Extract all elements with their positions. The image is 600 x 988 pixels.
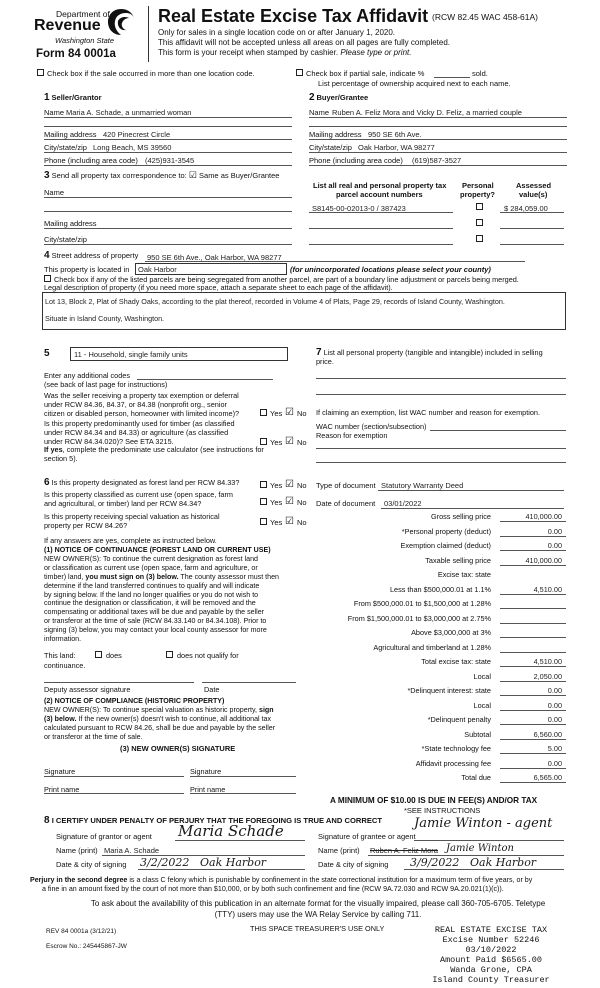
buyer-mailing[interactable]: 950 SE 6th Ave. (368, 130, 422, 139)
tax-row-label: Less than $500,000.01 at 1.1% (389, 585, 491, 594)
tax-row-field[interactable] (500, 739, 566, 740)
street-address[interactable]: 950 SE 6th Ave., Oak Harbor, WA 98277 (147, 253, 282, 262)
buyer-name-label: Name (309, 108, 330, 117)
deputy-signature-label: Deputy assessor signature (44, 685, 131, 694)
land-does-label: does (106, 651, 122, 660)
this-land-label: This land: (44, 651, 76, 660)
see-instructions-note: *SEE INSTRUCTIONS (404, 806, 481, 815)
seller-mailing-label: Mailing address (44, 130, 97, 139)
partial-sale-note: List percentage of ownership acquired next to each name. (318, 79, 511, 88)
tax-row-field[interactable] (500, 695, 566, 696)
grantor-name[interactable]: Maria A. Schade (104, 846, 160, 855)
alternate-format-notice: To ask about the availability of this publication in an alternate format for the visually impaired, please call 360-705-6705. Teletype (TTY) users may use the WA Relay Service by calling 711. (90, 899, 546, 919)
perjury-notice: Perjury in the second degree is a class C felony which is punishable by confinement in the state correctional institution for a maximum term of five years, or by a fine in an amount fixed by the court of not more than $10,000, or by both such confinement and fine (RCW 9A.72.030 and RCW 9A.20.021(1)(c)). (30, 876, 533, 893)
tax-row-label: Local (473, 672, 491, 681)
multi-location-checkbox[interactable] (37, 69, 44, 76)
grantor-city[interactable]: Oak Harbor (200, 856, 267, 869)
exemption-yes-checkbox[interactable] (260, 409, 267, 416)
parcel-header-2: parcel account numbers (336, 190, 423, 199)
tax-row-label: Agricultural and timberland at 1.28% (373, 643, 491, 652)
personal-header: Personal (462, 181, 494, 190)
tax-row-value[interactable]: 410,000.00 (525, 512, 562, 521)
deputy-date-field[interactable] (202, 682, 296, 683)
personal-property-checkbox-3[interactable] (476, 235, 483, 242)
tax-row-field[interactable] (500, 637, 566, 638)
grantee-name-struck: Ruben A. Feliz Mora (370, 846, 438, 855)
partial-sale-label: Check box if partial sale, indicate % (306, 69, 425, 78)
tax-row-value[interactable]: 6,565.00 (533, 773, 562, 782)
additional-codes-label: Enter any additional codes (44, 371, 130, 380)
grantor-date-label: Date & city of signing (56, 860, 127, 869)
header-divider (148, 6, 149, 62)
tax-row-value[interactable]: 0.00 (547, 686, 562, 695)
tax-row-field[interactable] (500, 768, 566, 769)
corr-mailing-label: Mailing address (44, 219, 97, 228)
street-address-label: 4 Street address of property (44, 250, 139, 261)
land-does-checkbox[interactable] (95, 651, 102, 658)
dept-line-3: Washington State (55, 36, 115, 45)
tax-row-value[interactable]: 4,510.00 (533, 657, 562, 666)
tax-row-label: Taxable selling price (425, 556, 491, 565)
grantee-name[interactable]: Jamie Winton (446, 843, 514, 854)
tax-row-label: From $500,000.01 to $1,500,000 at 1.28% (353, 599, 491, 608)
tax-row-value[interactable]: 2,050.00 (533, 672, 562, 681)
notice-of-continuance: (1) NOTICE OF CONTINUANCE (FOREST LAND OR CURRENT USE) NEW OWNER(S): To continue the current designation as forest land or classification as current use (open space, farm and agriculture, or timber) land, you must sign on (3) below. The county assessor must then determine if the land transferred continues to qualify and will indicate by signing below. If the land no longer qualifies or you do not wish to continue the designation or classification, it will be removed and the compensating or additional taxes will be due and payable by the seller or transferor at the time of sale (RCW 84.33.140 or 84.34.108). Prior to signing (3) below, you may contact your local county assessor for more information. (44, 546, 279, 644)
tax-row-label: Local (473, 701, 491, 710)
buyer-mailing-label: Mailing address (309, 130, 362, 139)
timber-question: Is this property predominantly used for timber (as classified under RCW 84.34 and 84.33) or agriculture (as classified under RCW 84.34.020)? See ETA 3215. If yes, complete the predominate use calculator (see instructions for section 5). (44, 419, 264, 464)
new-owner-signature-field-1[interactable] (44, 776, 184, 777)
buyer-city[interactable]: Oak Harbor, WA 98277 (358, 143, 435, 152)
grantee-city[interactable]: Oak Harbor (470, 856, 537, 869)
assessed-header-2: value(s) (519, 190, 548, 199)
timber-yes-checkbox[interactable] (260, 438, 267, 445)
partial-percent-field[interactable] (434, 77, 470, 78)
tax-row-field[interactable] (500, 550, 566, 551)
minimum-fee-note: A MINIMUM OF $10.00 IS DUE IN FEE(S) AND/OR TAX (330, 796, 538, 805)
rcw-reference: (RCW 82.45 WAC 458-61A) (432, 12, 538, 22)
personal-property-label: 7 List all personal property (tangible and intangible) included in selling price. (316, 347, 543, 366)
tax-row-field[interactable] (500, 536, 566, 537)
document-type[interactable]: Statutory Warranty Deed (381, 481, 464, 490)
new-owner-print-field-1[interactable] (44, 793, 184, 794)
treasurer-use-only: THIS SPACE TREASURER'S USE ONLY (250, 924, 385, 933)
grantee-signature-label: Signature of grantee or agent (318, 832, 416, 841)
tax-row-field[interactable] (500, 652, 566, 653)
grantor-date[interactable]: 3/2/2022 (140, 856, 190, 869)
legal-description-label: Legal description of property (if you need more space, attach a separate sheet to each page of the affidavit). (44, 283, 393, 292)
corr-city-label: City/state/zip (44, 235, 87, 244)
historic-yes-checkbox[interactable] (260, 518, 267, 525)
forest-land-question: 6 Is this property designated as forest land per RCW 84.33? (44, 477, 240, 488)
tax-row-field[interactable] (500, 521, 566, 522)
tax-row-label: *State technology fee (421, 744, 491, 753)
tax-row-field[interactable] (500, 724, 566, 725)
new-owner-print-label-2: Print name (190, 785, 226, 794)
personal-property-checkbox-1[interactable] (476, 203, 483, 210)
land-does-not-label: does not qualify for (177, 651, 239, 660)
revision-number: REV 84 0001a (3/12/21) (46, 928, 117, 935)
buyer-name[interactable]: Ruben A. Feliz Mora and Vicky D. Feliz, a married couple (332, 108, 522, 117)
grantee-signature[interactable]: Jamie Winton - agent (414, 816, 553, 831)
tax-row-label: Above $3,000,000 at 3% (411, 628, 491, 637)
tax-row-label: From $1,500,000.01 to $3,000,000 at 2.75% (347, 614, 491, 623)
tax-row-field[interactable] (500, 565, 566, 566)
tax-row-value[interactable]: 0.00 (547, 759, 562, 768)
seller-city-label: City/state/zip (44, 143, 87, 152)
legal-description-1: Lot 13, Block 2, Plat of Shady Oaks, according to the plat thereof, recorded in Volume 4 of Plats, Page 29, records of Island County, Washington. (45, 297, 505, 306)
seller-name-label: Name (44, 108, 65, 117)
tax-row-field[interactable] (500, 594, 566, 595)
buyer-phone-label: Phone (including area code) (309, 156, 403, 165)
tax-row-label: Total due (461, 773, 491, 782)
tax-row-label: *Delinquent penalty (427, 715, 491, 724)
treasurer-stamp: REAL ESTATE EXCISE TAX Excise Number 52246 03/10/2022 Amount Paid $6565.00 Wanda Grone, CPA Island County Treasurer (432, 925, 550, 985)
tax-row-value[interactable]: 0.00 (547, 715, 562, 724)
deputy-date-label: Date (204, 685, 220, 694)
new-owner-print-label-1: Print name (44, 785, 80, 794)
additional-codes-note: (see back of last page for instructions) (44, 380, 168, 389)
document-date-label: Date of document (316, 499, 376, 508)
current-use-question: Is this property classified as current use (open space, farm and agricultural, or timber) land per RCW 84.34? (44, 490, 233, 508)
seller-phone[interactable]: (425)931-3545 (145, 156, 195, 165)
tax-row-value[interactable]: 0.00 (547, 541, 562, 550)
partial-sold-label: sold. (472, 69, 488, 78)
escrow-number: Escrow No.: 245445867-JW (46, 943, 127, 950)
seller-name[interactable]: Maria A. Schade, a unmarried woman (66, 108, 192, 117)
header-note-2: This affidavit will not be accepted unless all areas on all pages are fully completed. (158, 38, 451, 47)
buyer-city-label: City/state/zip (309, 143, 352, 152)
grantee-date-label: Date & city of signing (318, 860, 389, 869)
tax-row-label: Affidavit processing fee (415, 759, 491, 768)
new-owner-signature-label-2: Signature (190, 767, 222, 776)
tax-row-field[interactable] (500, 608, 566, 609)
if-yes-note: If any answers are yes, complete as instructed below. (44, 536, 217, 545)
tax-row-value[interactable]: 410,000.00 (525, 556, 562, 565)
dept-line-1: Department of (56, 9, 110, 19)
same-as-buyer-check-icon: ☑ (188, 170, 197, 180)
current-use-yes-checkbox[interactable] (260, 498, 267, 505)
dept-line-2: Revenue (34, 17, 101, 34)
tax-row-label: Total excise tax: state (421, 657, 491, 666)
tax-row-value[interactable]: 6,560.00 (533, 730, 562, 739)
exemption-claim-label: If claiming an exemption, list WAC number and reason for exemption. (316, 408, 541, 417)
wac-number-label: WAC number (section/subsection) (316, 422, 427, 431)
new-owner-signature-field-2[interactable] (190, 776, 296, 777)
tax-row-label: Exemption claimed (deduct) (400, 541, 491, 550)
section-5-number: 5 (44, 348, 50, 359)
historic-question: Is this property receiving special valuation as historical property per RCW 84.26? (44, 512, 220, 530)
grantor-name-label: Name (print) (56, 846, 98, 855)
tax-row-value[interactable]: 4,510.00 (533, 585, 562, 594)
tax-row-field[interactable] (500, 681, 566, 682)
seller-city[interactable]: Long Beach, MS 39560 (93, 143, 172, 152)
tax-row-label: Gross selling price (430, 512, 491, 521)
tax-correspondence-heading: 3 Send all property tax correspondence to: ☑ Same as Buyer/Grantee (44, 170, 280, 181)
tax-row-label: *Personal property (deduct) (401, 527, 491, 536)
tax-row-value[interactable]: 5.00 (547, 744, 562, 753)
exemption-question: Was the seller receiving a property tax exemption or deferral under RCW 84.36, 84.37, or 84.38 (nonprofit org., senior citizen or disabled person, homeowner with limited income)? (44, 391, 240, 418)
grantee-date[interactable]: 3/9/2022 (410, 856, 460, 869)
corr-name-label: Name (44, 188, 65, 197)
legal-description-2: Situate in Island County, Washington. (45, 314, 165, 323)
segregated-label: Check box if any of the listed parcels are being segregated from another parcel, are part of a boundary line adjustment or parcels being merged. (54, 275, 519, 284)
document-type-label: Type of document (316, 481, 376, 490)
continuance-label: continuance. (44, 661, 86, 670)
tax-row-value[interactable]: 0.00 (547, 701, 562, 710)
located-in-label: This property is located in (44, 265, 130, 274)
header-note-1: Only for sales in a single location code on or after January 1, 2020. (158, 28, 396, 37)
location-value: Oak Harbor (138, 265, 177, 274)
new-owner-signature-label-1: Signature (44, 767, 76, 776)
form-number: Form 84 0001a (36, 48, 116, 60)
dor-emblem-icon (106, 7, 136, 37)
tax-row-field[interactable] (500, 666, 566, 667)
tax-row-value[interactable]: 0.00 (547, 527, 562, 536)
parcel-header: List all real and personal property tax (313, 181, 447, 190)
assessed-value[interactable]: $ 284,059.00 (504, 204, 548, 213)
header-note-3: This form is your receipt when stamped by cashier. Please type or print. (158, 48, 412, 57)
seller-heading: 1 Seller/Grantor (44, 92, 102, 103)
certify-heading: 8 I CERTIFY UNDER PENALTY OF PERJURY THAT THE FOREGOING IS TRUE AND CORRECT (44, 815, 383, 826)
deputy-signature-field[interactable] (44, 682, 194, 683)
new-owner-print-field-2[interactable] (190, 793, 296, 794)
seller-mailing[interactable]: 420 Pinecrest Circle (103, 130, 171, 139)
exemption-reason-label: Reason for exemption (316, 431, 388, 440)
tax-row-label: Excise tax: state (437, 570, 491, 579)
wac-number-field[interactable] (430, 430, 566, 431)
page-title: Real Estate Excise Tax Affidavit (158, 6, 429, 26)
tax-row-field[interactable] (500, 782, 566, 783)
tax-row-field[interactable] (500, 753, 566, 754)
buyer-phone[interactable]: (619)587-3527 (412, 156, 462, 165)
forest-yes-checkbox[interactable] (260, 481, 267, 488)
notice-of-compliance: (2) NOTICE OF COMPLIANCE (HISTORIC PROPERTY) NEW OWNER(S): To continue special valuation as historic property, sign (3) below. If the new owner(s) doesn't wish to continue, all additional tax calculated pursuant to RCW 84.26, shall be due and payable by the seller or transferor at the time of sale. (44, 697, 276, 741)
forest-no-check-icon[interactable]: ☑ (285, 479, 294, 490)
exemption-no-check-icon[interactable]: ☑ (285, 407, 294, 418)
historic-no-check-icon[interactable]: ☑ (285, 516, 294, 527)
partial-sale-checkbox[interactable] (296, 69, 303, 76)
tax-row-label: Subtotal (464, 730, 491, 739)
personal-property-checkbox-2[interactable] (476, 219, 483, 226)
tax-row-field[interactable] (500, 623, 566, 624)
seller-phone-label: Phone (including area code) (44, 156, 138, 165)
tax-row-field[interactable] (500, 710, 566, 711)
land-use-code: 11 - Household, single family units (74, 350, 188, 359)
buyer-heading: 2 Buyer/Grantee (309, 92, 369, 103)
segregated-checkbox[interactable] (44, 275, 51, 282)
grantee-name-label: Name (print) (318, 846, 360, 855)
new-owner-signature-heading: (3) NEW OWNER(S) SIGNATURE (120, 744, 236, 753)
land-does-not-checkbox[interactable] (166, 651, 173, 658)
tax-row-label: *Delinquent interest: state (407, 686, 491, 695)
grantor-signature[interactable]: Maria Schade (178, 822, 284, 840)
current-use-no-check-icon[interactable]: ☑ (285, 496, 294, 507)
multi-location-label: Check box if the sale occurred in more than one location code. (47, 69, 255, 78)
grantor-signature-label: Signature of grantor or agent (56, 832, 152, 841)
located-note: (for unincorporated locations please select your county) (290, 265, 491, 274)
personal-header-2: property? (460, 190, 496, 199)
parcel-number[interactable]: S8145-00-02013-0 / 387423 (312, 204, 406, 213)
document-date[interactable]: 03/01/2022 (384, 499, 422, 508)
assessed-header: Assessed (516, 181, 552, 190)
timber-no-check-icon[interactable]: ☑ (285, 436, 294, 447)
